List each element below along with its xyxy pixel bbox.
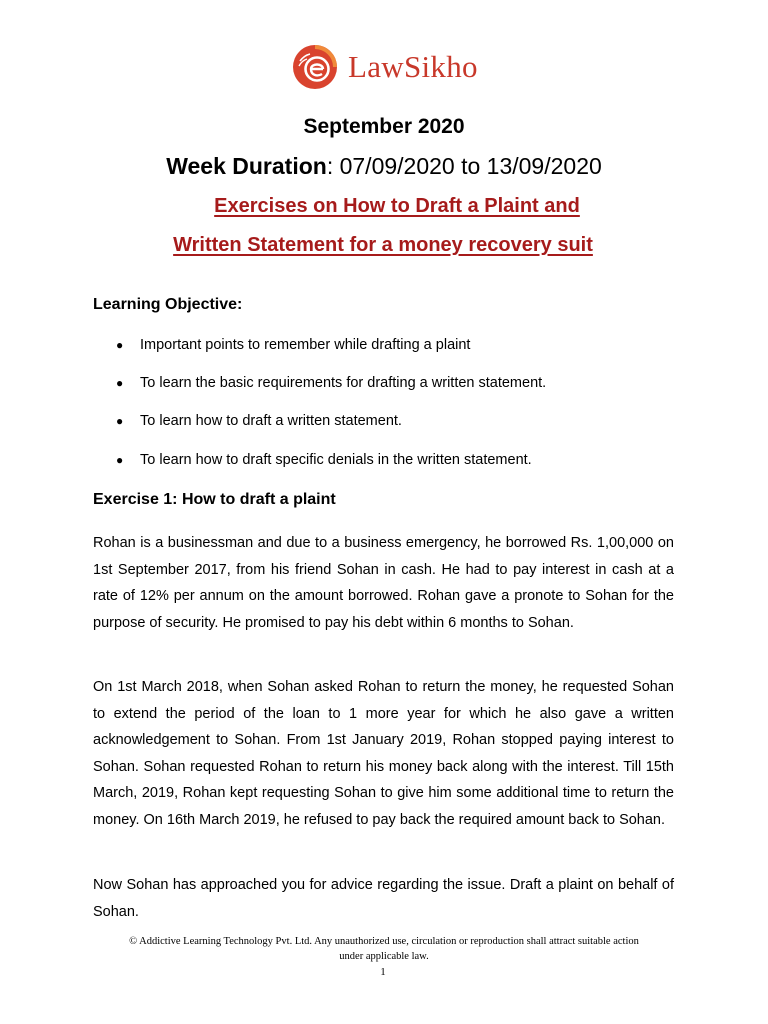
bullet-icon: ● bbox=[116, 376, 124, 390]
brand-name: LawSikho bbox=[348, 49, 478, 84]
week-duration bbox=[0, 153, 768, 180]
exercise-paragraph: Rohan is a businessman and due to a business emergency, he borrowed Rs. 1,00,000 on 1st September 2017, from his friend Sohan in cash. He had to pay interest in cash at a rate of 12% per annum on the amount borrowed. Rohan gave a pronote to Sohan for the purpose of security. He promised to pay his debt within 6 months to Sohan. bbox=[93, 535, 674, 631]
learning-objective-heading: Learning Objective: bbox=[93, 296, 243, 313]
exercise-paragraph: Now Sohan has approached you for advice regarding the issue. Draft a plaint on behalf of Sohan. bbox=[93, 877, 674, 920]
bullet-icon: ● bbox=[116, 453, 124, 467]
month-title: September 2020 bbox=[303, 115, 465, 138]
bullet-icon: ● bbox=[116, 338, 124, 352]
week-duration-value: : 07/09/2020 to 13/09/2020 bbox=[326, 153, 602, 179]
copyright-footer: © Addictive Learning Technology Pvt. Ltd. Any unauthorized use, circulation or reproduction shall attract suitable action under applicable law. bbox=[129, 936, 639, 962]
document-title-line-1: Exercises on How to Draft a Plaint and bbox=[214, 195, 580, 217]
exercise-paragraph: On 1st March 2018, when Sohan asked Rohan to return the money, he requested Sohan to extend the period of the loan to 1 more year for which he also gave a written acknowledgement to Sohan. From 1st January 2019, Rohan stopped paying interest to Sohan. Sohan requested Rohan to return his money back along with the interest. Till 15th March, 2019, Rohan kept requesting Sohan to give him some additional time to return the money. On 16th March 2019, he refused to pay back the required amount back to Sohan. bbox=[93, 679, 674, 828]
bullet-icon: ● bbox=[116, 414, 124, 428]
exercise-heading: Exercise 1: How to draft a plaint bbox=[93, 491, 336, 508]
document-title-line-2: Written Statement for a money recovery suit bbox=[173, 234, 593, 256]
week-duration-label: Week Duration bbox=[166, 153, 327, 179]
brand-logo bbox=[291, 43, 501, 91]
page-number: 1 bbox=[380, 966, 386, 978]
lawsikho-logo-icon bbox=[291, 43, 339, 91]
